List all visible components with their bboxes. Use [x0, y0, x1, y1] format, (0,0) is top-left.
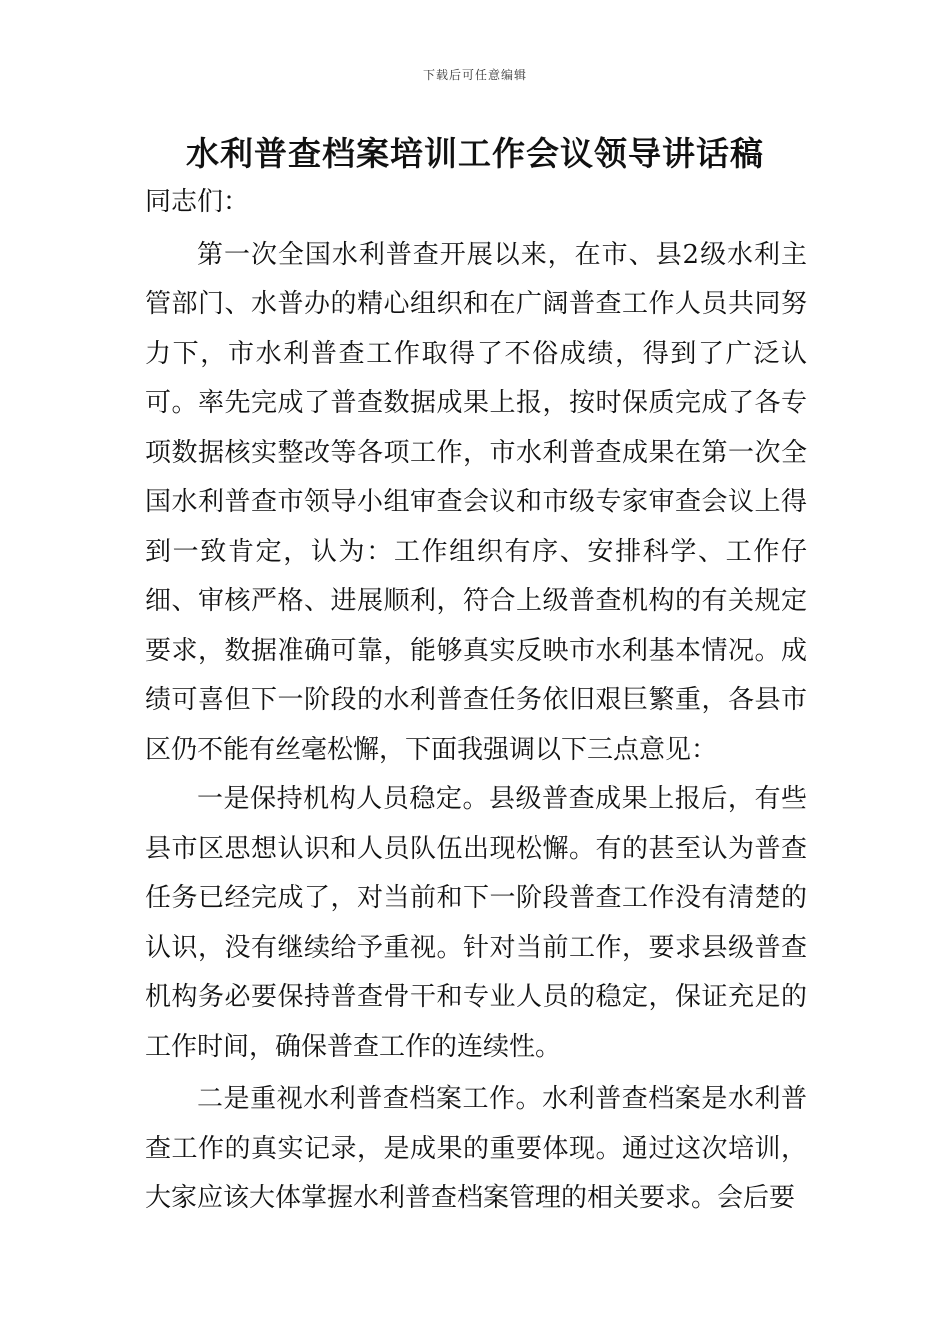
greeting: 同志们： [145, 187, 250, 217]
paragraph-3: 二是重视水利普查档案工作。水利普查档案是水利普查工作的真实记录，是成果的重要体现。通过这次培训，大家应该大体掌握水利普查档案管理的相关要求。会后要 [145, 1084, 807, 1213]
paragraph-1: 第一次全国水利普查开展以来，在市、县2级水利主管部门、水普办的精心组织和在广阔普查工作人员共同努力下，市水利普查工作取得了不俗成绩，得到了广泛认可。率先完成了普查数据成果上报，按时保质完成了各专项数据核实整改等各项工作，市水利普查成果在第一次全国水利普查市领导小组审查会议和市级专家审查会议上得到一致肯定，认为：工作组织有序、安排科学、工作仔细、审核严格、进展顺利，符合上级普查机构的有关规定要求，数据准确可靠，能够真实反映市水利基本情况。成绩可喜但下一阶段的水利普查任务依旧艰巨繁重，各县市区仍不能有丝毫松懈，下面我强调以下三点意见： [145, 239, 807, 765]
document-body [145, 178, 807, 1224]
paragraph-2: 一是保持机构人员稳定。县级普查成果上报后，有些县市区思想认识和人员队伍出现松懈。有的甚至认为普查任务已经完成了，对当前和下一阶段普查工作没有清楚的认识，没有继续给予重视。针对当前工作，要求县级普查机构务必要保持普查骨干和专业人员的稳定，保证充足的工作时间，确保普查工作的连续性。 [145, 784, 807, 1062]
header-note: 下载后可任意编辑 [422, 68, 527, 82]
document-title: 水利普查档案培训工作会议领导讲话稿 [186, 134, 764, 173]
